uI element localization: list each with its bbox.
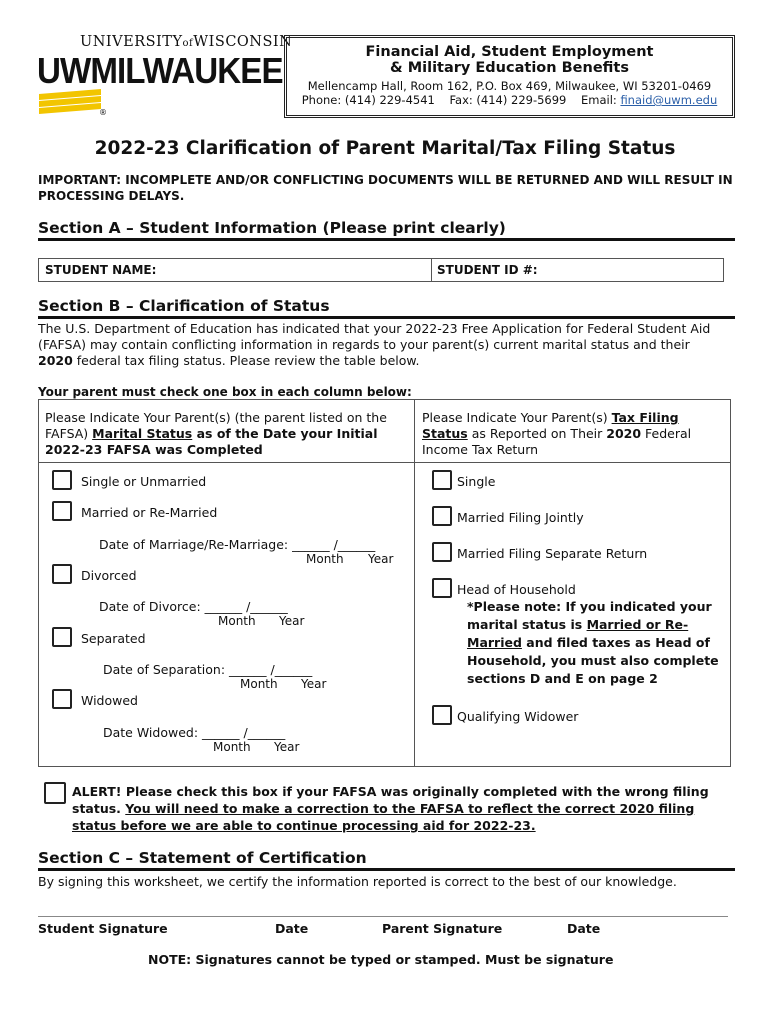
section-c-rule bbox=[38, 868, 735, 871]
important-notice: IMPORTANT: INCOMPLETE AND/OR CONFLICTING DOCUMENTS WILL BE RETURNED AND WILL RESULT IN PROCESSING DELAYS. bbox=[38, 173, 733, 203]
hoh-label: Head of Household bbox=[457, 582, 576, 597]
divorced-label: Divorced bbox=[81, 568, 137, 583]
section-b-rule bbox=[38, 316, 735, 319]
marriage-month-label: Month bbox=[306, 552, 344, 566]
widowed-date-field[interactable]: Date Widowed: ______ /______ bbox=[103, 725, 286, 740]
logo-stripes-icon bbox=[37, 88, 107, 114]
page-title: 2022-23 Clarification of Parent Marital/Tax Filing Status bbox=[94, 138, 676, 159]
mfs-checkbox[interactable] bbox=[432, 542, 452, 562]
qualifying-widower-label: Qualifying Widower bbox=[457, 709, 579, 724]
office-name-line1: Financial Aid, Student Employment bbox=[365, 44, 654, 60]
office-address: Mellencamp Hall, Room 162, P.O. Box 469, Milwaukee, WI 53201-0469 bbox=[307, 79, 712, 93]
alert-checkbox[interactable] bbox=[44, 782, 66, 804]
column-divider bbox=[414, 400, 415, 766]
separated-checkbox[interactable] bbox=[52, 627, 72, 647]
certification-text: By signing this worksheet, we certify the information reported is correct to the best of our knowledge. bbox=[38, 874, 677, 889]
parent-signature-label: Parent Signature bbox=[382, 921, 503, 936]
registered-mark: ® bbox=[99, 108, 107, 117]
student-date-label: Date bbox=[275, 921, 309, 936]
widowed-year-label: Year bbox=[274, 740, 300, 754]
student-signature-label: Student Signature bbox=[38, 921, 168, 936]
hoh-note: *Please note: If you indicated your marital status is Married or Re-Married and filed taxes as Head of Household, you must also complete sections D and E on page 2 bbox=[467, 599, 719, 686]
separation-month-label: Month bbox=[240, 677, 278, 691]
single-unmarried-checkbox[interactable] bbox=[52, 470, 72, 490]
divorce-year-label: Year bbox=[279, 614, 305, 628]
mfs-label: Married Filing Separate Return bbox=[457, 546, 648, 561]
divorce-month-label: Month bbox=[218, 614, 256, 628]
widowed-month-label: Month bbox=[213, 740, 251, 754]
student-id-label: STUDENT ID #: bbox=[437, 263, 538, 277]
widowed-label: Widowed bbox=[81, 693, 138, 708]
office-contact: Phone: (414) 229-4541 Fax: (414) 229-5699 Email: finaid@uwm.edu bbox=[301, 93, 718, 107]
single-unmarried-label: Single or Unmarried bbox=[81, 474, 207, 489]
parent-date-label: Date bbox=[567, 921, 601, 936]
signature-line[interactable] bbox=[38, 916, 728, 917]
office-name-line2: & Military Education Benefits bbox=[390, 60, 629, 76]
mfj-checkbox[interactable] bbox=[432, 506, 452, 526]
alert-text: ALERT! Please check this box if your FAFSA was originally completed with the wrong filing status. You will need to make a correction to the FAFSA to reflect the correct 2020 filing status before we are able to continue processing aid for 2022-23. bbox=[72, 784, 709, 833]
qualifying-widower-checkbox[interactable] bbox=[432, 705, 452, 725]
divorce-date-field[interactable]: Date of Divorce: ______ /______ bbox=[99, 599, 288, 614]
section-a-heading: Section A – Student Information (Please print clearly) bbox=[38, 219, 506, 237]
section-a-rule bbox=[38, 238, 735, 241]
separation-year-label: Year bbox=[301, 677, 327, 691]
office-header-box bbox=[284, 35, 735, 118]
header-divider bbox=[39, 462, 730, 463]
marriage-date-field[interactable]: Date of Marriage/Re-Marriage: ______ /______ bbox=[99, 537, 376, 552]
hoh-checkbox[interactable] bbox=[432, 578, 452, 598]
marriage-year-label: Year bbox=[368, 552, 394, 566]
mfj-label: Married Filing Jointly bbox=[457, 510, 584, 525]
uwm-wordmark: UWMILWAUKEE bbox=[37, 50, 283, 91]
tax-column-header: Please Indicate Your Parent(s) Tax Filing Status as Reported on Their 2020 Federal Income Tax Return bbox=[422, 410, 692, 457]
section-c-heading: Section C – Statement of Certification bbox=[38, 849, 367, 867]
instruction-text: Your parent must check one box in each column below: bbox=[38, 385, 412, 399]
university-wordmark: UNIVERSITYofWISCONSIN bbox=[80, 34, 293, 50]
separated-label: Separated bbox=[81, 631, 146, 646]
student-info-row bbox=[38, 258, 724, 282]
widowed-checkbox[interactable] bbox=[52, 689, 72, 709]
student-name-label: STUDENT NAME: bbox=[45, 263, 157, 277]
marital-column-header: Please Indicate Your Parent(s) (the parent listed on the FAFSA) Marital Status as of the Date your Initial 2022-23 FAFSA was Completed bbox=[45, 410, 387, 457]
email-link[interactable]: finaid@uwm.edu bbox=[620, 93, 718, 107]
divider bbox=[431, 259, 432, 281]
status-table bbox=[38, 399, 731, 767]
tax-single-label: Single bbox=[457, 474, 496, 489]
married-label: Married or Re-Married bbox=[81, 505, 218, 520]
section-b-heading: Section B – Clarification of Status bbox=[38, 297, 330, 315]
section-b-intro: The U.S. Department of Education has indicated that your 2022-23 Free Application for Federal Student Aid (FAFSA) may contain conflicting information in regards to your parent(s) current marital status and their 2020 federal tax filing status. Please review the table below. bbox=[38, 321, 711, 368]
married-checkbox[interactable] bbox=[52, 501, 72, 521]
separation-date-field[interactable]: Date of Separation: ______ /______ bbox=[103, 662, 313, 677]
tax-single-checkbox[interactable] bbox=[432, 470, 452, 490]
divorced-checkbox[interactable] bbox=[52, 564, 72, 584]
signature-note: NOTE: Signatures cannot be typed or stamped. Must be signature bbox=[148, 952, 614, 967]
